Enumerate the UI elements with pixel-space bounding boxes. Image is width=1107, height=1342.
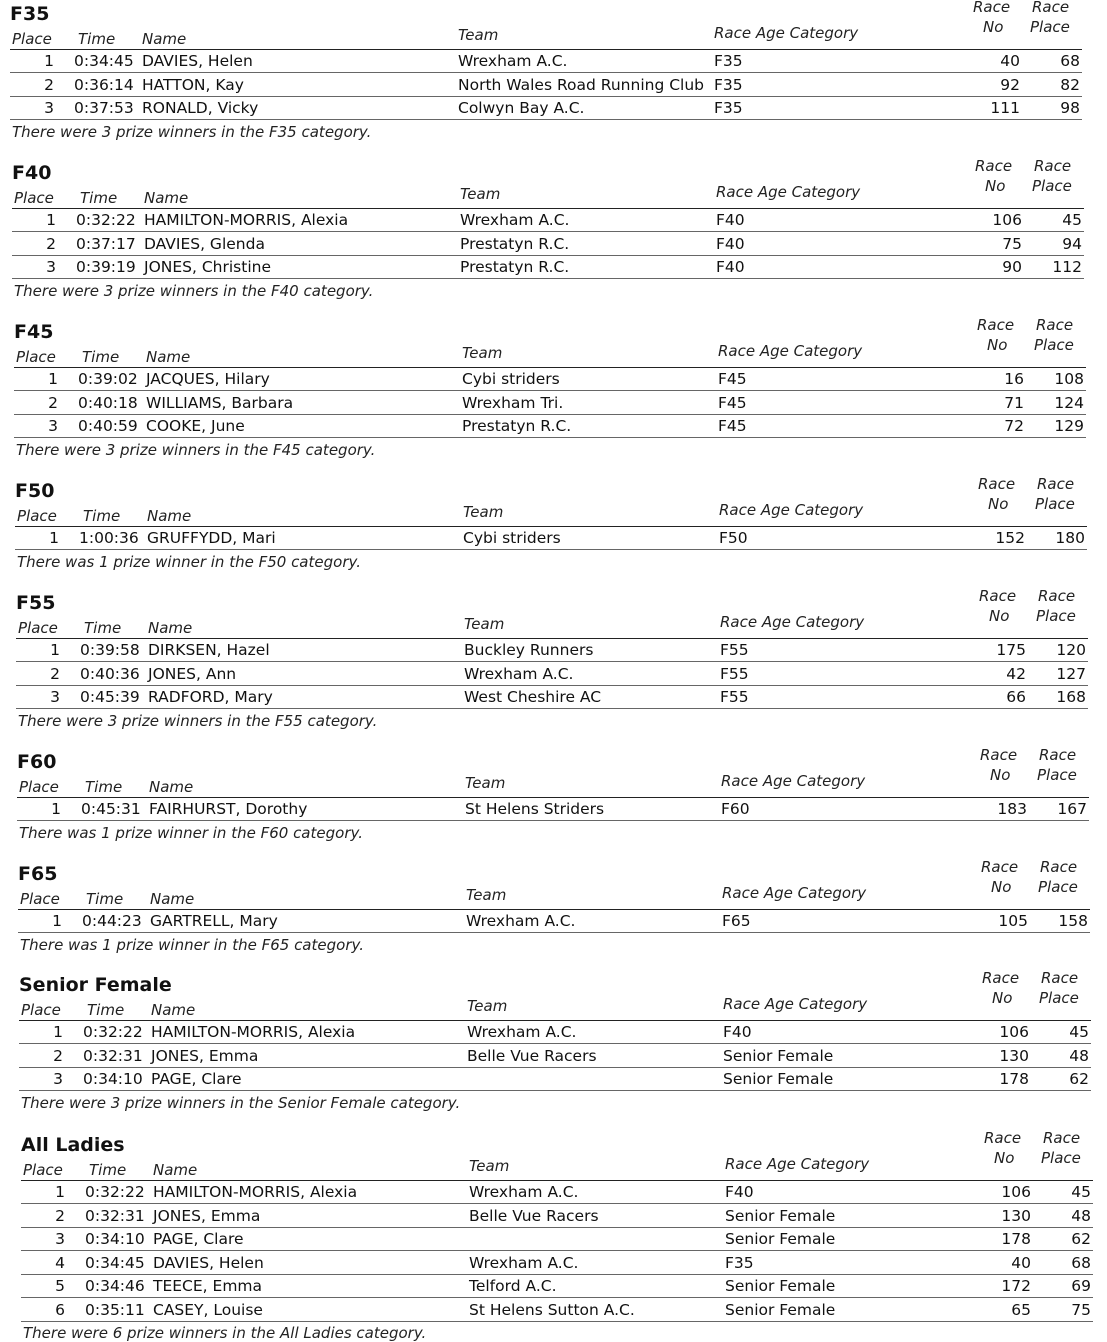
race-place-cell: 69 — [1071, 1277, 1091, 1295]
col-header-time: Time — [87, 1001, 125, 1019]
col-header-team: Team — [463, 503, 504, 521]
col-header-race-age-category: Race Age Category — [723, 995, 868, 1013]
category-cell: F55 — [720, 688, 749, 706]
col-header-name: Name — [144, 189, 189, 207]
category-cell: F35 — [714, 75, 743, 94]
category-cell: F50 — [719, 529, 748, 547]
category-cell: F55 — [720, 641, 749, 659]
col-header-race-age-category: Race Age Category — [721, 772, 866, 790]
col-header-race-no: Race — [981, 858, 1019, 876]
category-cell: F55 — [720, 664, 749, 683]
team-cell: Belle Vue Racers — [467, 1046, 597, 1065]
col-header-race-place: Place — [1039, 989, 1079, 1007]
place-cell: 3 — [50, 688, 60, 706]
col-header-name: Name — [149, 778, 194, 796]
race-place-cell: 45 — [1062, 211, 1082, 229]
category-cell: F35 — [714, 99, 743, 117]
race-place-cell: 68 — [1060, 52, 1080, 70]
col-header-race-place: Place — [1036, 607, 1076, 625]
section-title: F60 — [17, 751, 57, 773]
race-place-cell: 98 — [1060, 99, 1080, 117]
section-title: F40 — [12, 162, 52, 184]
category-cell: F45 — [718, 370, 747, 388]
col-header-time: Time — [84, 619, 122, 637]
section-title: F65 — [18, 863, 58, 885]
col-header-race-no: Race — [982, 969, 1020, 987]
category-summary: There were 6 prize winners in the All Ladies category. — [23, 1324, 427, 1342]
col-header-time: Time — [86, 890, 124, 908]
name-cell: DIRKSEN, Hazel — [148, 641, 270, 659]
place-cell: 6 — [55, 1300, 65, 1319]
table-row — [10, 50, 1082, 73]
col-header-race-place: Race — [1038, 587, 1076, 605]
name-cell: GRUFFYDD, Mari — [147, 529, 276, 547]
col-header-time: Time — [83, 507, 121, 525]
place-cell: 2 — [53, 1046, 63, 1065]
col-header-place: Place — [14, 189, 54, 207]
col-header-team: Team — [460, 185, 501, 203]
place-cell: 1 — [49, 529, 59, 547]
category-cell: F35 — [714, 52, 743, 70]
col-header-race-no: No — [991, 878, 1012, 896]
col-header-name: Name — [147, 507, 192, 525]
name-cell: JONES, Ann — [148, 664, 237, 683]
race-no-cell: 178 — [999, 1070, 1029, 1088]
category-cell: F40 — [725, 1183, 754, 1201]
time-cell: 0:34:46 — [85, 1277, 145, 1295]
team-cell: West Cheshire AC — [464, 688, 602, 706]
table-row — [16, 663, 1088, 686]
col-header-race-no: No — [987, 336, 1008, 354]
team-cell: Belle Vue Racers — [469, 1206, 599, 1225]
name-cell: CASEY, Louise — [153, 1300, 263, 1319]
place-cell: 1 — [46, 211, 56, 229]
category-cell: F60 — [721, 800, 750, 818]
col-header-race-place: Place — [1041, 1149, 1081, 1167]
team-cell: Cybi striders — [462, 370, 560, 388]
race-no-cell: 130 — [999, 1046, 1029, 1065]
col-header-race-place: Race — [1043, 1129, 1081, 1147]
name-cell: JONES, Emma — [153, 1206, 261, 1225]
name-cell: HATTON, Kay — [142, 75, 244, 94]
team-cell: Wrexham A.C. — [464, 664, 574, 683]
col-header-race-age-category: Race Age Category — [725, 1155, 870, 1173]
row-divider — [16, 708, 1088, 709]
col-header-race-no: Race — [977, 316, 1015, 334]
team-cell: Buckley Runners — [464, 641, 594, 659]
section-title: All Ladies — [21, 1134, 125, 1156]
col-header-name: Name — [146, 348, 191, 366]
table-row — [19, 1045, 1091, 1068]
place-cell: 3 — [44, 99, 54, 117]
section-title: Senior Female — [19, 974, 172, 996]
time-cell: 1:00:36 — [79, 529, 139, 547]
place-cell: 1 — [48, 370, 58, 388]
col-header-place: Place — [12, 30, 52, 48]
col-header-race-age-category: Race Age Category — [719, 501, 864, 519]
time-cell: 0:34:45 — [74, 52, 134, 70]
category-cell: F40 — [716, 211, 745, 229]
team-cell: Wrexham A.C. — [458, 52, 568, 70]
category-summary: There was 1 prize winner in the F50 category. — [17, 552, 361, 571]
race-place-cell: 108 — [1054, 370, 1084, 388]
col-header-race-no: No — [988, 495, 1009, 513]
category-summary: There were 3 prize winners in the Senior Female category. — [21, 1093, 461, 1112]
row-divider — [21, 1321, 1093, 1322]
race-no-cell: 106 — [1001, 1183, 1031, 1201]
col-header-race-place: Race — [1041, 969, 1079, 987]
table-row — [14, 392, 1086, 415]
name-cell: RONALD, Vicky — [142, 99, 259, 117]
category-cell: Senior Female — [725, 1277, 836, 1295]
place-cell: 3 — [53, 1070, 63, 1088]
race-place-cell: 129 — [1054, 417, 1084, 435]
race-place-cell: 48 — [1069, 1046, 1089, 1065]
category-summary: There were 3 prize winners in the F45 category. — [16, 440, 376, 459]
category-cell: F45 — [718, 393, 747, 412]
col-header-race-place: Place — [1038, 878, 1078, 896]
category-cell: F40 — [716, 258, 745, 276]
table-row — [10, 97, 1082, 120]
name-cell: DAVIES, Helen — [153, 1253, 264, 1272]
table-row — [12, 209, 1084, 232]
race-place-cell: 94 — [1062, 234, 1082, 253]
team-cell: Wrexham Tri. — [462, 393, 564, 412]
time-cell: 0:40:36 — [80, 664, 140, 683]
row-divider — [14, 437, 1086, 438]
col-header-race-no: No — [990, 766, 1011, 784]
place-cell: 1 — [51, 800, 61, 818]
col-header-race-place: Race — [1037, 475, 1075, 493]
time-cell: 0:32:22 — [85, 1183, 145, 1201]
col-header-place: Place — [19, 778, 59, 796]
time-cell: 0:34:10 — [83, 1070, 143, 1088]
col-header-place: Place — [21, 1001, 61, 1019]
name-cell: DAVIES, Helen — [142, 52, 253, 70]
category-summary: There was 1 prize winner in the F65 category. — [20, 935, 364, 954]
name-cell: DAVIES, Glenda — [144, 234, 265, 253]
place-cell: 2 — [44, 75, 54, 94]
col-header-name: Name — [150, 890, 195, 908]
col-header-race-place: Place — [1037, 766, 1077, 784]
team-cell: Prestatyn R.C. — [462, 417, 572, 435]
name-cell: COOKE, June — [146, 417, 245, 435]
name-cell: PAGE, Clare — [153, 1230, 244, 1248]
race-place-cell: 62 — [1071, 1230, 1091, 1248]
place-cell: 1 — [50, 641, 60, 659]
col-header-race-no: Race — [980, 746, 1018, 764]
race-no-cell: 106 — [999, 1023, 1029, 1041]
col-header-time: Time — [85, 778, 123, 796]
section-title: F55 — [16, 592, 56, 614]
time-cell: 0:37:53 — [74, 99, 134, 117]
time-cell: 0:34:10 — [85, 1230, 145, 1248]
team-cell: Wrexham A.C. — [467, 1023, 577, 1041]
team-cell: Wrexham A.C. — [469, 1183, 579, 1201]
col-header-race-age-category: Race Age Category — [716, 183, 861, 201]
name-cell: JONES, Christine — [144, 258, 271, 276]
col-header-place: Place — [16, 348, 56, 366]
col-header-place: Place — [18, 619, 58, 637]
team-cell: Telford A.C. — [469, 1277, 557, 1295]
col-header-race-place: Race — [1032, 0, 1070, 16]
race-place-cell: 168 — [1056, 688, 1086, 706]
team-cell: Wrexham A.C. — [469, 1253, 579, 1272]
col-header-race-no: Race — [975, 157, 1013, 175]
table-row — [21, 1275, 1093, 1298]
col-header-race-no: Race — [984, 1129, 1022, 1147]
team-cell: St Helens Striders — [465, 800, 605, 818]
place-cell: 1 — [53, 1023, 63, 1041]
race-no-cell: 65 — [1011, 1300, 1031, 1319]
race-no-cell: 40 — [1000, 52, 1020, 70]
place-cell: 2 — [48, 393, 58, 412]
col-header-race-no: No — [992, 989, 1013, 1007]
time-cell: 0:35:11 — [85, 1300, 145, 1319]
race-no-cell: 106 — [992, 211, 1022, 229]
race-no-cell: 42 — [1006, 664, 1026, 683]
col-header-place: Place — [20, 890, 60, 908]
name-cell: HAMILTON-MORRIS, Alexia — [153, 1183, 358, 1201]
name-cell: FAIRHURST, Dorothy — [149, 800, 308, 818]
race-place-cell: 48 — [1071, 1206, 1091, 1225]
team-cell: Colwyn Bay A.C. — [458, 99, 585, 117]
place-cell: 2 — [46, 234, 56, 253]
col-header-place: Place — [17, 507, 57, 525]
name-cell: TEECE, Emma — [153, 1277, 263, 1295]
race-place-cell: 112 — [1052, 258, 1082, 276]
col-header-time: Time — [80, 189, 118, 207]
place-cell: 2 — [55, 1206, 65, 1225]
col-header-name: Name — [142, 30, 187, 48]
time-cell: 0:32:31 — [85, 1206, 145, 1225]
category-cell: Senior Female — [725, 1206, 836, 1225]
race-no-cell: 66 — [1006, 688, 1026, 706]
time-cell: 0:45:31 — [81, 800, 141, 818]
col-header-team: Team — [465, 774, 506, 792]
row-divider — [17, 820, 1089, 821]
race-place-cell: 45 — [1069, 1023, 1089, 1041]
table-row — [21, 1228, 1093, 1251]
name-cell: GARTRELL, Mary — [150, 912, 278, 930]
place-cell: 4 — [55, 1253, 65, 1272]
table-row — [18, 910, 1090, 933]
place-cell: 3 — [46, 258, 56, 276]
race-place-cell: 68 — [1071, 1253, 1091, 1272]
col-header-name: Name — [151, 1001, 196, 1019]
col-header-race-place: Place — [1035, 495, 1075, 513]
team-cell: Wrexham A.C. — [466, 912, 576, 930]
section-title: F35 — [10, 3, 50, 25]
col-header-race-no: No — [989, 607, 1010, 625]
category-summary: There was 1 prize winner in the F60 category. — [19, 823, 363, 842]
race-place-cell: 120 — [1056, 641, 1086, 659]
category-cell: F40 — [716, 234, 745, 253]
time-cell: 0:40:59 — [78, 417, 138, 435]
race-no-cell: 172 — [1001, 1277, 1031, 1295]
name-cell: JACQUES, Hilary — [146, 370, 270, 388]
row-divider — [12, 278, 1084, 279]
col-header-name: Name — [153, 1161, 198, 1179]
name-cell: JONES, Emma — [151, 1046, 259, 1065]
place-cell: 1 — [55, 1183, 65, 1201]
table-row — [19, 1021, 1091, 1044]
col-header-race-place: Race — [1039, 746, 1077, 764]
table-row — [14, 368, 1086, 391]
table-row — [12, 256, 1084, 279]
col-header-race-no: No — [983, 18, 1004, 36]
col-header-race-no: No — [985, 177, 1006, 195]
col-header-race-age-category: Race Age Category — [722, 884, 867, 902]
race-no-cell: 178 — [1001, 1230, 1031, 1248]
name-cell: WILLIAMS, Barbara — [146, 393, 294, 412]
race-no-cell: 183 — [997, 800, 1027, 818]
col-header-name: Name — [148, 619, 193, 637]
col-header-team: Team — [458, 26, 499, 44]
team-cell: North Wales Road Running Club — [458, 75, 705, 94]
category-summary: There were 3 prize winners in the F55 category. — [18, 711, 378, 730]
section-title: F50 — [15, 480, 55, 502]
place-cell: 3 — [48, 417, 58, 435]
race-place-cell: 75 — [1071, 1300, 1091, 1319]
col-header-race-place: Race — [1040, 858, 1078, 876]
col-header-race-place: Place — [1034, 336, 1074, 354]
time-cell: 0:45:39 — [80, 688, 140, 706]
col-header-time: Time — [89, 1161, 127, 1179]
table-row — [12, 233, 1084, 256]
col-header-race-no: Race — [979, 587, 1017, 605]
race-no-cell: 152 — [995, 529, 1025, 547]
team-cell: Wrexham A.C. — [460, 211, 570, 229]
col-header-place: Place — [23, 1161, 63, 1179]
race-place-cell: 167 — [1057, 800, 1087, 818]
table-row — [14, 415, 1086, 438]
race-no-cell: 16 — [1004, 370, 1024, 388]
table-row — [21, 1205, 1093, 1228]
table-row — [15, 527, 1087, 550]
col-header-race-no: Race — [973, 0, 1011, 16]
category-cell: Senior Female — [723, 1046, 834, 1065]
race-no-cell: 72 — [1004, 417, 1024, 435]
race-no-cell: 90 — [1002, 258, 1022, 276]
col-header-team: Team — [469, 1157, 510, 1175]
race-no-cell: 130 — [1001, 1206, 1031, 1225]
table-row — [17, 798, 1089, 821]
time-cell: 0:44:23 — [82, 912, 142, 930]
name-cell: HAMILTON-MORRIS, Alexia — [144, 211, 349, 229]
race-no-cell: 40 — [1011, 1253, 1031, 1272]
col-header-race-place: Place — [1030, 18, 1070, 36]
col-header-race-no: No — [994, 1149, 1015, 1167]
place-cell: 3 — [55, 1230, 65, 1248]
col-header-time: Time — [78, 30, 116, 48]
place-cell: 5 — [55, 1277, 65, 1295]
place-cell: 1 — [52, 912, 62, 930]
race-no-cell: 105 — [998, 912, 1028, 930]
time-cell: 0:36:14 — [74, 75, 134, 94]
time-cell: 0:39:19 — [76, 258, 136, 276]
race-place-cell: 45 — [1071, 1183, 1091, 1201]
col-header-race-age-category: Race Age Category — [720, 613, 865, 631]
race-place-cell: 124 — [1054, 393, 1084, 412]
row-divider — [19, 1090, 1091, 1091]
name-cell: PAGE, Clare — [151, 1070, 242, 1088]
col-header-team: Team — [466, 886, 507, 904]
category-cell: Senior Female — [725, 1230, 836, 1248]
race-place-cell: 82 — [1060, 75, 1080, 94]
table-row — [16, 686, 1088, 709]
race-place-cell: 127 — [1056, 664, 1086, 683]
time-cell: 0:32:22 — [83, 1023, 143, 1041]
category-cell: Senior Female — [723, 1070, 834, 1088]
col-header-team: Team — [467, 997, 508, 1015]
race-no-cell: 92 — [1000, 75, 1020, 94]
time-cell: 0:34:45 — [85, 1253, 145, 1272]
col-header-team: Team — [462, 344, 503, 362]
table-row — [21, 1181, 1093, 1204]
col-header-time: Time — [82, 348, 120, 366]
col-header-race-place: Race — [1034, 157, 1072, 175]
race-no-cell: 71 — [1004, 393, 1024, 412]
col-header-race-place: Place — [1032, 177, 1072, 195]
time-cell: 0:32:31 — [83, 1046, 143, 1065]
table-row — [19, 1068, 1091, 1091]
team-cell: St Helens Sutton A.C. — [469, 1300, 635, 1319]
time-cell: 0:39:02 — [78, 370, 138, 388]
race-place-cell: 62 — [1069, 1070, 1089, 1088]
time-cell: 0:39:58 — [80, 641, 140, 659]
category-cell: F65 — [722, 912, 751, 930]
category-summary: There were 3 prize winners in the F35 category. — [12, 122, 372, 141]
col-header-team: Team — [464, 615, 505, 633]
row-divider — [10, 119, 1082, 120]
col-header-race-place: Race — [1036, 316, 1074, 334]
col-header-race-no: Race — [978, 475, 1016, 493]
race-place-cell: 180 — [1055, 529, 1085, 547]
category-summary: There were 3 prize winners in the F40 category. — [14, 281, 374, 300]
team-cell: Cybi striders — [463, 529, 561, 547]
race-place-cell: 158 — [1058, 912, 1088, 930]
place-cell: 1 — [44, 52, 54, 70]
category-cell: Senior Female — [725, 1300, 836, 1319]
col-header-race-age-category: Race Age Category — [714, 24, 859, 42]
category-cell: F40 — [723, 1023, 752, 1041]
team-cell: Prestatyn R.C. — [460, 258, 570, 276]
name-cell: HAMILTON-MORRIS, Alexia — [151, 1023, 356, 1041]
race-no-cell: 175 — [996, 641, 1026, 659]
place-cell: 2 — [50, 664, 60, 683]
category-cell: F45 — [718, 417, 747, 435]
table-row — [21, 1252, 1093, 1275]
table-row — [16, 639, 1088, 662]
name-cell: RADFORD, Mary — [148, 688, 273, 706]
table-row — [10, 74, 1082, 97]
team-cell: Prestatyn R.C. — [460, 234, 570, 253]
race-no-cell: 111 — [990, 99, 1020, 117]
section-title: F45 — [14, 321, 54, 343]
time-cell: 0:37:17 — [76, 234, 136, 253]
time-cell: 0:40:18 — [78, 393, 138, 412]
col-header-race-age-category: Race Age Category — [718, 342, 863, 360]
row-divider — [15, 549, 1087, 550]
time-cell: 0:32:22 — [76, 211, 136, 229]
table-row — [21, 1299, 1093, 1322]
category-cell: F35 — [725, 1253, 754, 1272]
row-divider — [18, 932, 1090, 933]
race-no-cell: 75 — [1002, 234, 1022, 253]
